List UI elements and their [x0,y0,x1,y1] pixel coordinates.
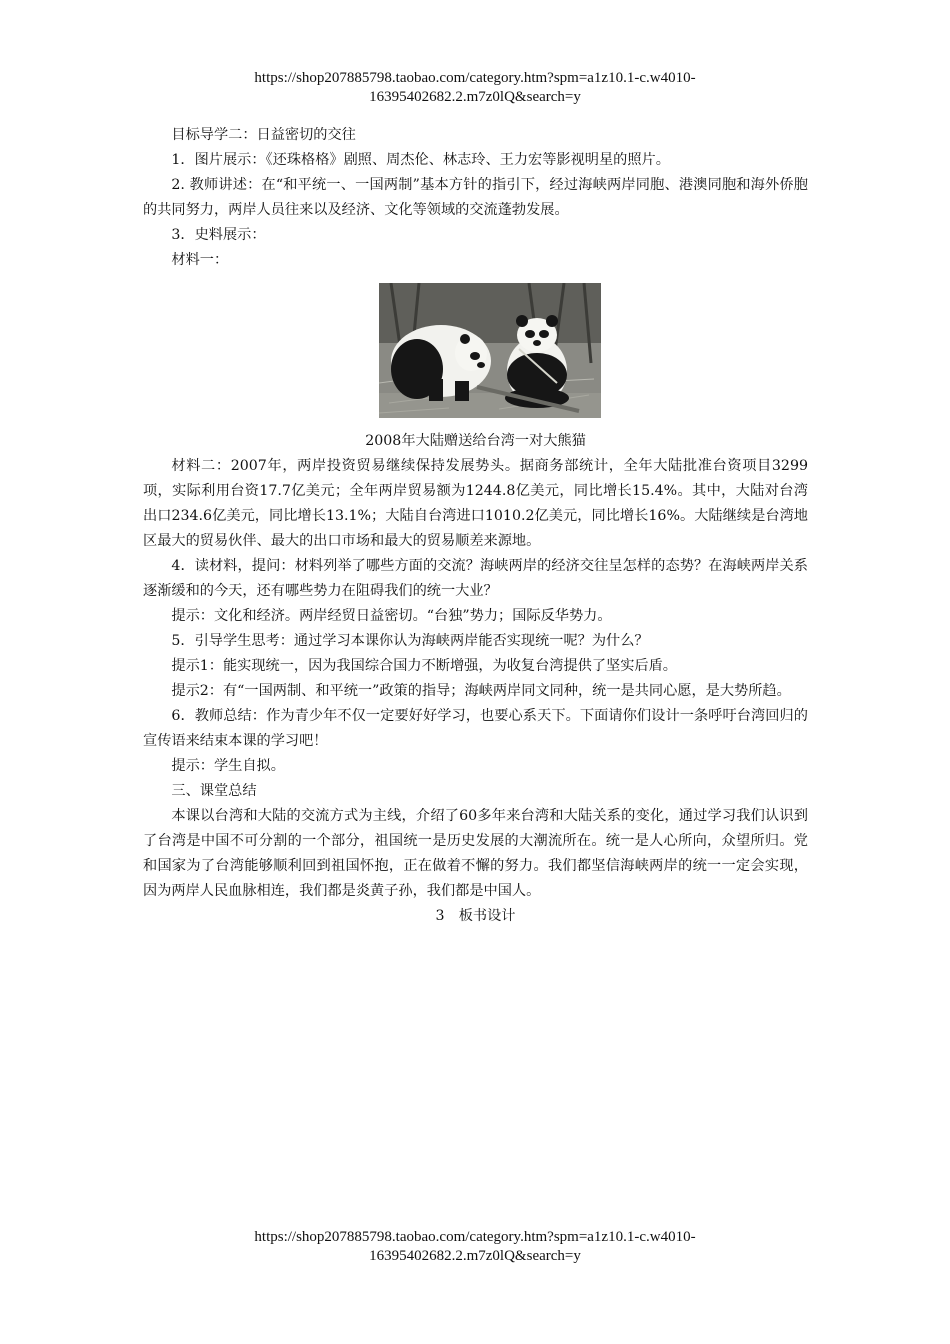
item-5: 5．引导学生思考：通过学习本课你认为海峡两岸能否实现统一呢？为什么？ [171,633,649,649]
footer-url-line-1: https://shop207885798.taobao.com/category.htm?spm=a1z10.1-c.w4010- [254,1229,696,1245]
page-header [0,69,950,107]
page-footer [0,1228,950,1266]
hint-6: 提示：学生自拟。 [171,758,285,774]
document-body [143,123,808,929]
hint-5-1: 提示1：能实现统一，因为我国综合国力不断增强，为收复台湾提供了坚实后盾。 [171,658,677,674]
board-design-heading: 3 板书设计 [435,908,516,924]
header-url-line-2: 16395402682.2.m7z0lQ&search=y [369,89,581,105]
material-2: 材料二：2007年，两岸投资贸易继续保持发展势头。据商务部统计，全年大陆批准台资项目3299项，实际利用台资17.7亿美元；全年两岸贸易额为1244.8亿美元，同比增长15.4%。其中，大陆对台湾出口234.6亿美元，同比增长13.1%；大陆自台湾进口1010.2亿美元，同比增长16%。大陆继续是台湾地区最大的贸易伙伴、最大的出口市场和最大的贸易顺差来源地。 [143,458,808,549]
section-title: 目标导学二：日益密切的交往 [171,127,356,143]
item-1: 1．图片展示：《还珠格格》剧照、周杰伦、林志玲、王力宏等影视明星的照片。 [171,152,670,168]
item-3: 3．史料展示： [171,227,266,243]
panda-photo [379,283,601,418]
item-4: 4．读材料，提问：材料列举了哪些方面的交流？海峡两岸的经济交往呈怎样的态势？在海峡两岸关系逐渐缓和的今天，还有哪些势力在阻碍我们的统一大业？ [143,558,808,599]
item-2: 2. 教师讲述：在“和平统一、一国两制”基本方针的指引下，经过海峡两岸同胞、港澳同胞和海外侨胞的共同努力，两岸人员往来以及经济、文化等领域的交流蓬勃发展。 [143,177,808,218]
material-1-label: 材料一： [171,252,229,268]
header-url-line-1: https://shop207885798.taobao.com/category.htm?spm=a1z10.1-c.w4010- [254,70,696,86]
summary-paragraph: 本课以台湾和大陆的交流方式为主线，介绍了60多年来台湾和大陆关系的变化，通过学习我们认识到了台湾是中国不可分割的一个部分，祖国统一是历史发展的大潮流所在。统一是人心所向，众望所归。党和国家为了台湾能够顺利回到祖国怀抱，正在做着不懈的努力。我们都坚信海峡两岸的统一一定会实现，因为两岸人民血脉相连，我们都是炎黄子孙，我们都是中国人。 [143,808,808,899]
hint-4: 提示：文化和经济。两岸经贸日益密切。“台独”势力；国际反华势力。 [171,608,612,624]
item-6: 6．教师总结：作为青少年不仅一定要好好学习，也要心系天下。下面请你们设计一条呼吁台湾回归的宣传语来结束本课的学习吧！ [143,708,808,749]
figure-caption: 2008年大陆赠送给台湾一对大熊猫 [365,433,586,449]
section-3-title: 三、课堂总结 [171,783,257,799]
hint-5-2: 提示2：有“一国两制、和平统一”政策的指导；海峡两岸同文同种，统一是共同心愿，是大势所趋。 [171,683,791,699]
footer-url-line-2: 16395402682.2.m7z0lQ&search=y [369,1248,581,1264]
